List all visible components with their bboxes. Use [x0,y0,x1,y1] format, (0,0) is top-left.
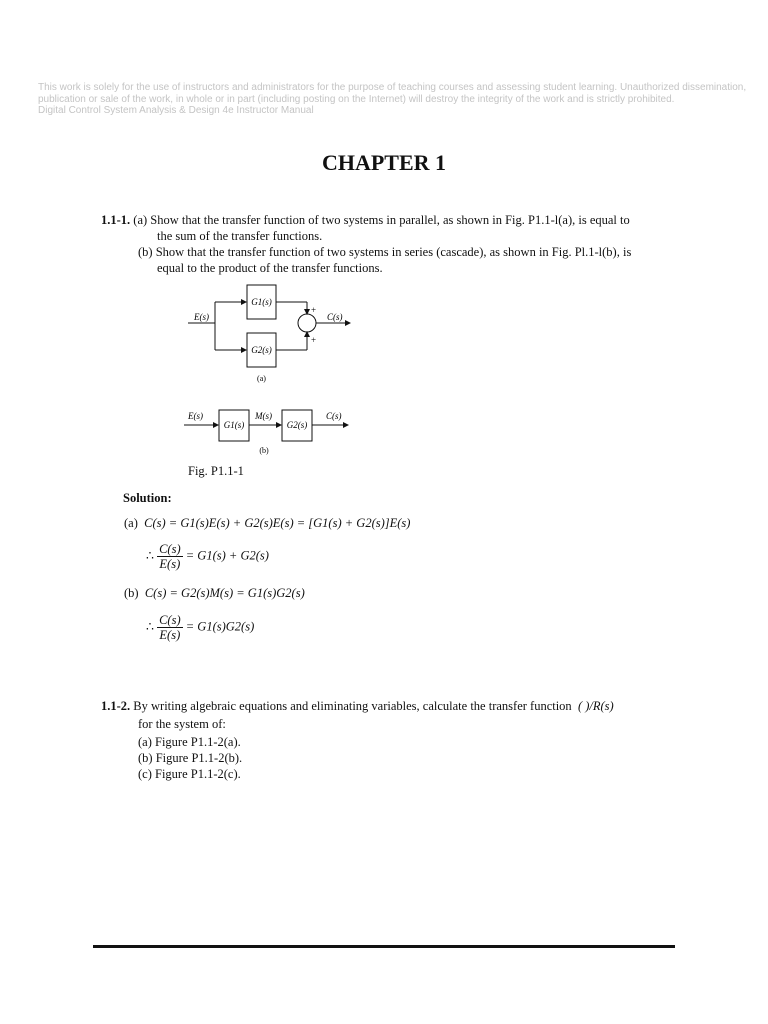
problem-1-2 [101,698,701,714]
equation-b-result [146,613,254,642]
problem-part-a: (a) Show that the transfer function of two systems in parallel, as shown in Fig. P1.1-l(a), is equal to [133,213,630,227]
figure-caption: Fig. P1.1-1 [188,464,244,478]
equation-result: = G1(s) + G2(s) [185,548,269,563]
problem-number: 1.1-2. [101,699,131,713]
block-g1-label: G1(s) [251,297,272,307]
watermark-line: This work is solely for the use of instructors and administrators for the purpose of teaching courses and assessing student learning. Unauthorized dissemination, [38,82,747,93]
block-g2-label: G2(s) [251,345,272,355]
problem-part-b-cont: equal to the product of the transfer functions. [157,261,383,275]
fraction [157,613,183,642]
output-label: C(s) [326,411,342,421]
therefore-symbol: ∴ [146,548,154,563]
equation-label: (a) [124,516,138,530]
problem-text: By writing algebraic equations and eliminating variables, calculate the transfer function [133,699,572,713]
diagram-caption-b: (b) [259,446,269,455]
block-diagram-series [180,405,355,457]
fraction-numerator: C(s) [159,542,181,556]
mid-signal-label: M(s) [255,411,272,421]
copyright-watermark [38,82,747,117]
summing-junction [298,314,316,332]
fraction-denominator: E(s) [159,628,181,642]
problem-1-2-line2: for the system of: [138,717,226,731]
equation-result: = G1(s)G2(s) [185,619,255,634]
input-label: E(s) [194,312,209,322]
solution-heading: Solution: [123,491,172,505]
equation-text: C(s) = G1(s)E(s) + G2(s)E(s) = [G1(s) + G2(s)]E(s) [144,516,411,530]
fraction-denominator: E(s) [159,557,181,571]
input-label: E(s) [188,411,203,421]
equation-a [124,515,410,531]
list-item: (b) Figure P1.1-2(b). [138,751,243,765]
block-g2-label: G2(s) [286,420,308,430]
equation-b [124,585,305,601]
diagram-caption-a: (a) [257,374,266,383]
footer-rule [93,945,675,948]
equation-text: C(s) = G2(s)M(s) = G1(s)G2(s) [144,586,305,600]
problem-part-a-cont: the sum of the transfer functions. [157,229,323,243]
chapter-title: CHAPTER 1 [321,150,447,175]
watermark-line: Digital Control System Analysis & Design 4e Instructor Manual [38,105,314,116]
equation-label: (b) [124,586,139,600]
fraction [157,542,183,571]
problem-number: 1.1-1. [101,213,131,227]
list-item: (c) Figure P1.1-2(c). [138,767,241,781]
transfer-function: ( )/R(s) [577,699,614,713]
block-diagram-parallel [180,280,360,385]
list-item: (a) Figure P1.1-2(a). [138,735,241,749]
plus-sign: + [311,335,317,345]
problem-1-1 [101,212,681,228]
equation-a-result [146,542,269,571]
output-label: C(s) [327,312,343,322]
fraction-numerator: C(s) [159,613,181,627]
problem-part-b: (b) Show that the transfer function of two systems in series (cascade), as shown in Fig. Pl.1-l(b), is [138,245,632,259]
therefore-symbol: ∴ [146,619,154,634]
block-g1-label: G1(s) [223,420,245,430]
watermark-line: publication or sale of the work, in whole or in part (including posting on the Internet) will destroy the integrity of the work and is strictly prohibited. [38,93,675,105]
plus-sign: + [311,305,317,315]
